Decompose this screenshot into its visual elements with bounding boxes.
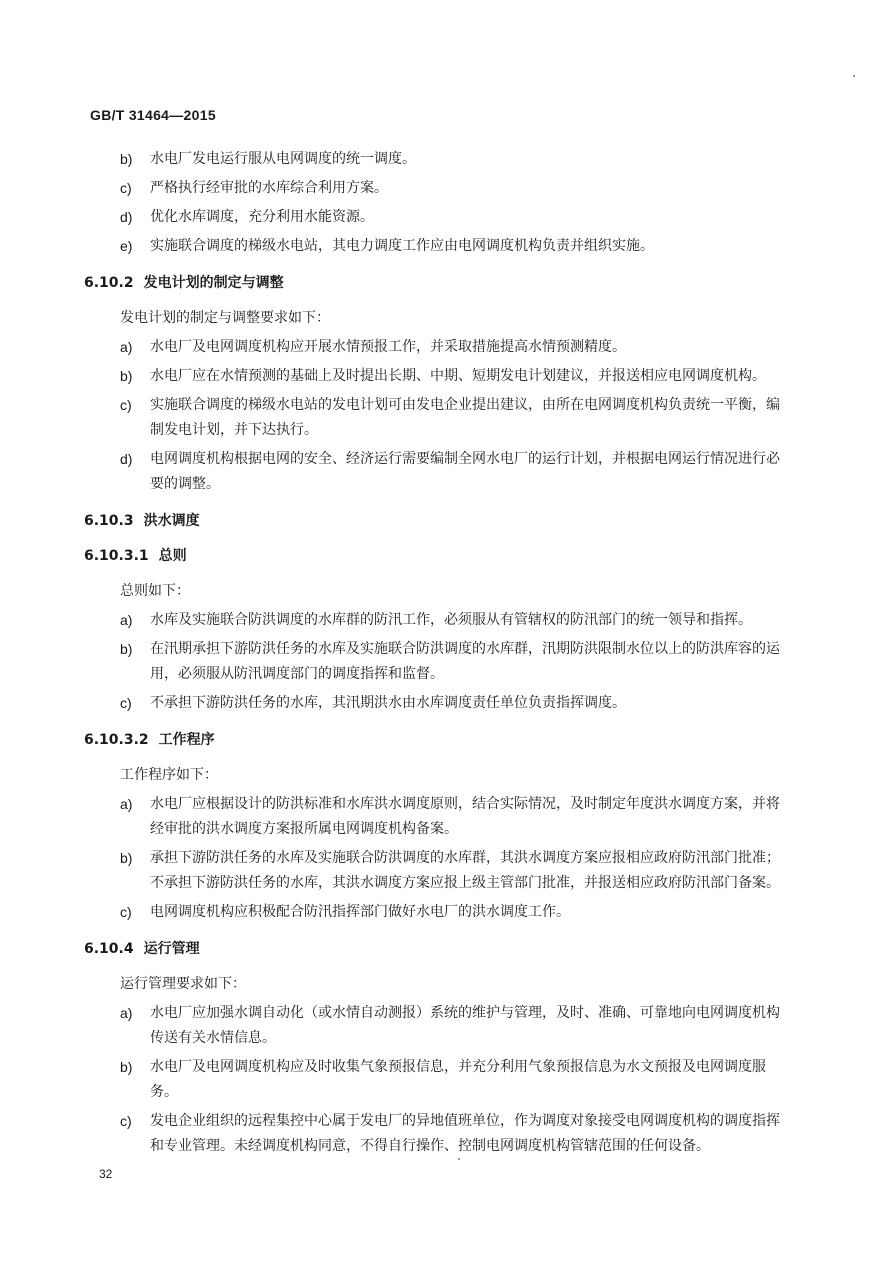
list-item-text: 发电企业组织的远程集控中心属于发电厂的异地值班单位，作为调度对象接受电网调度机构的调度指挥和专业管理。未经调度机构同意，不得自行操作、控制电网调度机构管辖范围的任何设备。 <box>150 1113 780 1154</box>
section-heading <box>84 272 784 294</box>
list-item-label: d) <box>120 451 133 467</box>
list-item-text: 不承担下游防洪任务的水库，其汛期洪水由水库调度责任单位负责指挥调度。 <box>150 695 626 711</box>
list-item-text: 电网调度机构根据电网的安全、经济运行需要编制全网水电厂的运行计划，并根据电网运行情况进行必要的调整。 <box>150 451 780 492</box>
list-item-label: e) <box>120 238 133 254</box>
list-item-label: a) <box>120 612 133 628</box>
list-item-text: 水电厂发电运行服从电网调度的统一调度。 <box>150 151 416 167</box>
list-item-label: c) <box>120 180 132 196</box>
list-item <box>84 608 784 633</box>
list-item-text: 实施联合调度的梯级水电站，其电力调度工作应由电网调度机构负责并组织实施。 <box>150 238 654 254</box>
list-item-label: c) <box>120 904 132 920</box>
section-heading <box>84 545 784 567</box>
list-item-label: b) <box>120 368 133 384</box>
section-title: 总则 <box>158 548 187 564</box>
document-body <box>84 147 784 1163</box>
list-item <box>84 691 784 716</box>
scan-speck <box>458 1158 460 1160</box>
list-item-text: 电网调度机构应积极配合防汛指挥部门做好水电厂的洪水调度工作。 <box>150 904 570 920</box>
list-item <box>84 147 784 172</box>
list-item <box>84 900 784 925</box>
list-item-text: 承担下游防洪任务的水库及实施联合防洪调度的水库群，其洪水调度方案应报相应政府防汛部门批准；不承担下游防洪任务的水库，其洪水调度方案应报上级主管部门批准，并报送相应政府防汛部门备案。 <box>150 850 780 891</box>
list-item <box>84 1109 784 1159</box>
list-item-label: b) <box>120 151 133 167</box>
list-item-label: b) <box>120 641 133 657</box>
list-item <box>84 335 784 360</box>
intro-text: 工作程序如下： <box>120 767 218 783</box>
list-item-text: 优化水库调度，充分利用水能资源。 <box>150 209 374 225</box>
intro-text: 运行管理要求如下： <box>120 976 246 992</box>
section-title: 运行管理 <box>143 941 200 957</box>
list-item-label: a) <box>120 796 133 812</box>
section-heading <box>84 510 784 532</box>
list-item <box>84 447 784 497</box>
page-number: 32 <box>99 1167 113 1181</box>
section-number: 6.10.4 <box>84 941 134 957</box>
list-item <box>84 234 784 259</box>
list-item-label: b) <box>120 850 133 866</box>
intro-text: 总则如下： <box>120 583 190 599</box>
list-item-text: 严格执行经审批的水库综合利用方案。 <box>150 180 388 196</box>
list-item <box>84 364 784 389</box>
list-item <box>84 637 784 687</box>
list-item-label: c) <box>120 397 132 413</box>
list-item <box>84 176 784 201</box>
section-title: 发电计划的制定与调整 <box>143 275 284 291</box>
list-item <box>84 205 784 230</box>
section-number: 6.10.3.2 <box>84 732 149 748</box>
list-item <box>84 1001 784 1051</box>
section-number: 6.10.3.1 <box>84 548 149 564</box>
list-item-label: a) <box>120 339 133 355</box>
list-item-text: 水电厂及电网调度机构应开展水情预报工作，并采取措施提高水情预测精度。 <box>150 339 626 355</box>
list-item-text: 水电厂应在水情预测的基础上及时提出长期、中期、短期发电计划建议，并报送相应电网调度机构。 <box>150 368 766 384</box>
section-title: 工作程序 <box>158 732 215 748</box>
standard-number-header: GB/T 31464—2015 <box>90 107 216 123</box>
list-item-label: d) <box>120 209 133 225</box>
list-item-text: 在汛期承担下游防洪任务的水库及实施联合防洪调度的水库群，汛期防洪限制水位以上的防洪库容的运用，必须服从防汛调度部门的调度指挥和监督。 <box>150 641 780 682</box>
list-item-text: 水库及实施联合防洪调度的水库群的防汛工作，必须服从有管辖权的防汛部门的统一领导和指挥。 <box>150 612 752 628</box>
list-item-label: c) <box>120 1113 132 1129</box>
list-item-label: b) <box>120 1059 133 1075</box>
list-item-text: 水电厂及电网调度机构应及时收集气象预报信息，并充分利用气象预报信息为水文预报及电网调度服务。 <box>150 1059 766 1100</box>
list-item-label: c) <box>120 695 132 711</box>
section-number: 6.10.3 <box>84 513 134 529</box>
list-item <box>84 1055 784 1105</box>
intro-text: 发电计划的制定与调整要求如下： <box>120 310 330 326</box>
list-item-text: 水电厂应根据设计的防洪标准和水库洪水调度原则，结合实际情况，及时制定年度洪水调度方案，并将经审批的洪水调度方案报所属电网调度机构备案。 <box>150 796 780 837</box>
list-item <box>84 393 784 443</box>
list-item-label: a) <box>120 1005 133 1021</box>
list-item <box>84 792 784 842</box>
scan-speck <box>853 75 855 77</box>
section-heading <box>84 729 784 751</box>
section-number: 6.10.2 <box>84 275 134 291</box>
section-heading <box>84 938 784 960</box>
list-item-text: 水电厂应加强水调自动化（或水情自动测报）系统的维护与管理，及时、准确、可靠地向电网调度机构传送有关水情信息。 <box>150 1005 780 1046</box>
list-item <box>84 846 784 896</box>
section-title: 洪水调度 <box>143 513 200 529</box>
list-item-text: 实施联合调度的梯级水电站的发电计划可由发电企业提出建议，由所在电网调度机构负责统一平衡，编制发电计划，并下达执行。 <box>150 397 780 438</box>
